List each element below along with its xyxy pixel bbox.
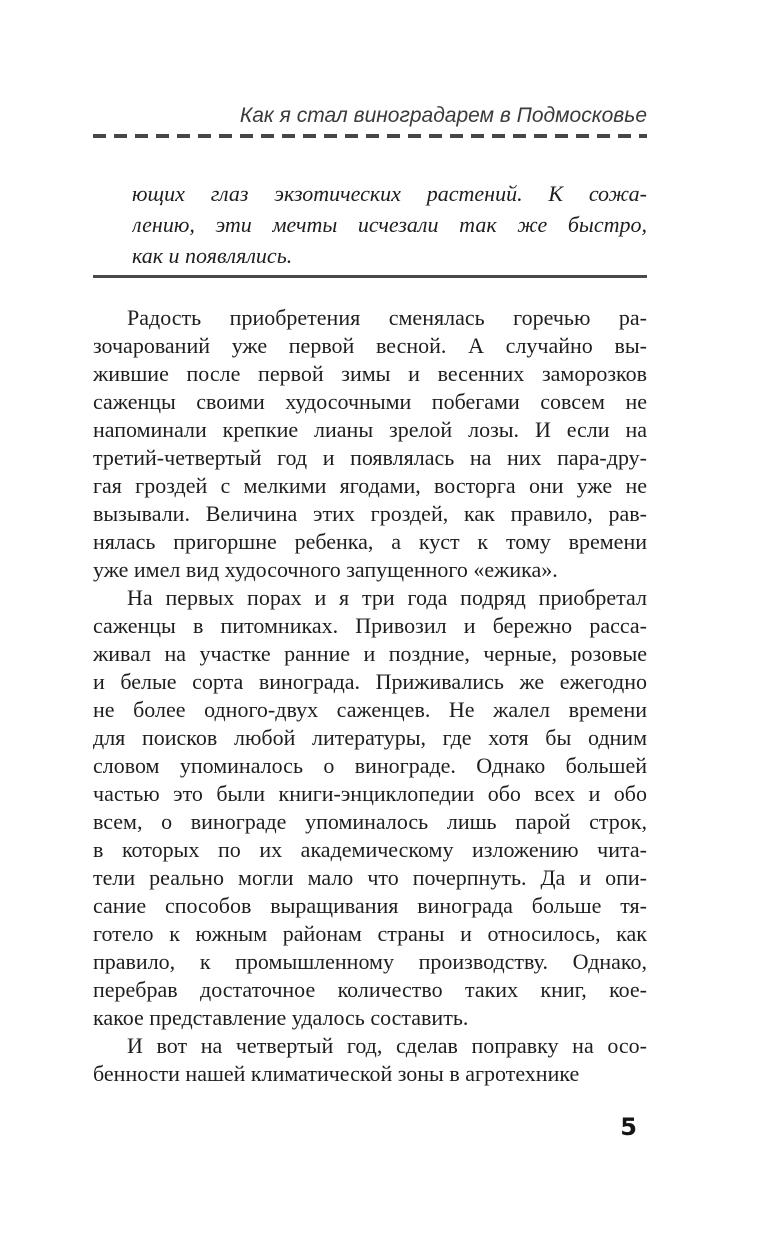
text-line: для поисков любой литературы, где хотя бы одним (93, 725, 647, 750)
text-line: тели реально могли мало что почерпнуть. Да и опи- (93, 865, 647, 890)
text-line: уже имел вид худосочного запущенного «ежика». (93, 557, 558, 582)
text-line: саженцы своими худосочными побегами совсем не (93, 389, 647, 414)
paragraph (132, 178, 647, 271)
text-line: гая гроздей с мелкими ягодами, восторга они уже не (93, 473, 647, 498)
paragraph (93, 584, 647, 1032)
body-text (93, 304, 647, 1088)
text-line: нялась пригоршне ребенка, а куст к тому времени (93, 529, 647, 554)
text-line: вызывали. Величина этих гроздей, как правило, рав- (93, 501, 647, 526)
text-line: готело к южным районам страны и относилось, как (93, 921, 647, 946)
text-line: На первых порах и я три года подряд приобретал (127, 585, 647, 610)
text-line: саженцы в питомниках. Привозил и бережно расса- (93, 613, 647, 638)
text-line: напоминали крепкие лианы зрелой лозы. И если на (93, 417, 647, 442)
epigraph-quote (132, 178, 647, 271)
text-line: словом упоминалось о винограде. Однако большей (93, 753, 647, 778)
text-line: в которых по их академическому изложению чита- (93, 837, 647, 862)
text-line: как и появлялись. (132, 243, 293, 268)
text-line: ющих глаз экзотических растений. К сожа- (132, 181, 647, 206)
text-line: зочарований уже первой весной. А случайно вы- (93, 333, 647, 358)
text-column (93, 0, 647, 1142)
text-line: правило, к промышленному производству. Однако, (93, 949, 647, 974)
text-line: Радость приобретения сменялась горечью ра- (127, 305, 647, 330)
paragraph (93, 1032, 647, 1088)
text-line: всем, о винограде упоминалось лишь парой строк, (93, 809, 647, 834)
text-line: сание способов выращивания винограда больше тя- (93, 893, 647, 918)
text-line: И вот на четвертый год, сделав поправку на осо- (127, 1033, 647, 1058)
text-line: не более одного-двух саженцев. Не жалел времени (93, 697, 647, 722)
text-line: перебрав достаточное количество таких книг, кое- (93, 977, 647, 1002)
paragraph (93, 304, 647, 584)
page-number: 5 (620, 1113, 637, 1141)
text-line: какое представление удалось составить. (93, 1005, 469, 1030)
text-line: третий-четвертый год и появлялась на них пара-дру- (93, 445, 647, 470)
text-line: бенности нашей климатической зоны в агротехнике (93, 1061, 580, 1086)
running-head-title: Как я стал виноградарем в Подмосковье (239, 104, 647, 127)
text-line: живал на участке ранние и поздние, черные, розовые (93, 641, 647, 666)
text-line: и белые сорта винограда. Приживались же ежегодно (93, 669, 647, 694)
horizontal-rule (93, 275, 647, 278)
text-line: жившие после первой зимы и весенних заморозков (93, 361, 647, 386)
text-line: частью это были книги-энциклопедии обо всех и обо (93, 781, 647, 806)
dashed-rule (93, 134, 647, 138)
text-line: лению, эти мечты исчезали так же быстро, (132, 212, 647, 237)
